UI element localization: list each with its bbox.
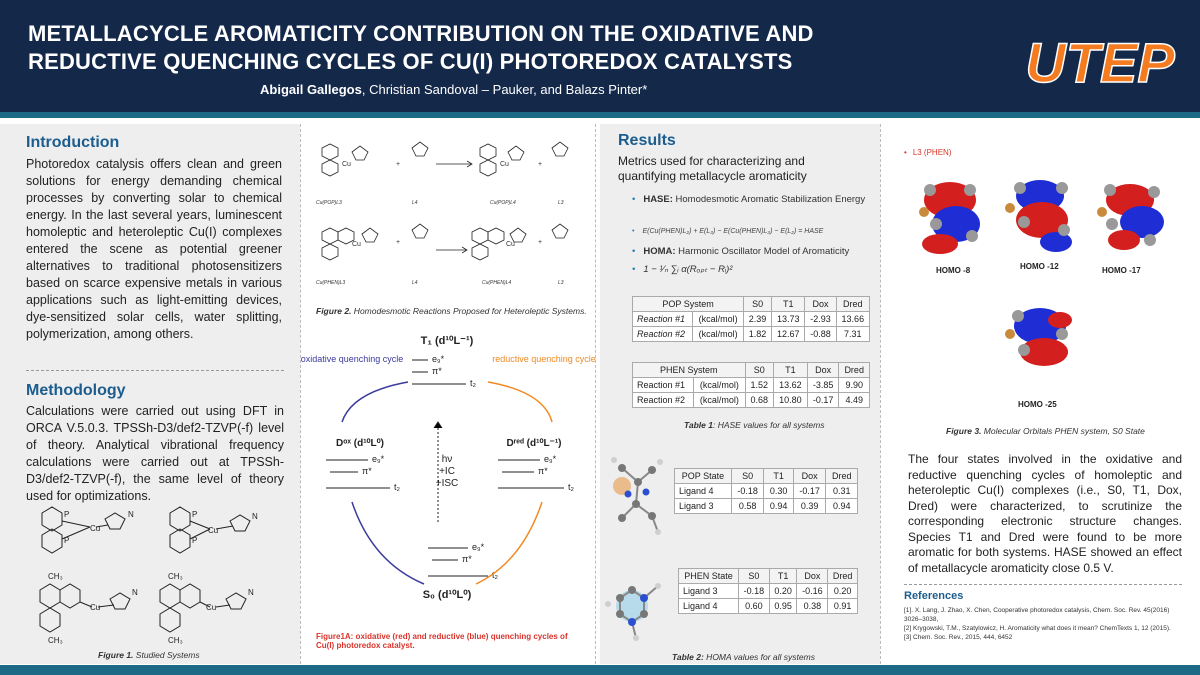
- table-cell: 0.94: [764, 499, 793, 514]
- table-header: Dred: [826, 469, 858, 484]
- hv-label: hν: [441, 454, 453, 465]
- table-cell: 0.95: [769, 599, 797, 614]
- hase-term: HASE:: [643, 194, 673, 205]
- table-header: T1: [769, 569, 797, 584]
- homa-equation: • 1 − ¹⁄ₙ ∑ᵢ α(Rₒₚₜ − Rᵢ)²: [632, 264, 733, 275]
- figure-2-caption: [316, 306, 587, 316]
- table-cell: 0.39: [793, 499, 826, 514]
- table-header: S0: [744, 297, 772, 312]
- figure-3-caption: [946, 426, 1145, 436]
- s0-eg-level: e₉*: [472, 542, 485, 552]
- methodology-heading: Methodology: [26, 382, 126, 399]
- svg-text:N: N: [248, 588, 254, 597]
- table-cell: 12.67: [772, 327, 805, 342]
- co-authors: , Christian Sandoval – Pauker, and Balazs Pinter*: [361, 82, 648, 97]
- pop-system-table: [632, 296, 870, 342]
- table-header: T1: [774, 363, 808, 378]
- results-heading: Results: [618, 132, 676, 149]
- table-header: Dred: [836, 297, 869, 312]
- references-list: [904, 606, 1182, 642]
- table-cell: (kcal/mol): [694, 378, 745, 393]
- table-header: S0: [745, 363, 773, 378]
- t1-pi-level: π*: [432, 366, 442, 376]
- hase-equation-text: E(Cu(PHEN)L₂) + E(L₃) − E(Cu(PHEN)L₃) − E(L₂) = HASE: [642, 228, 824, 235]
- column-divider: [300, 124, 301, 664]
- svg-text:Cu: Cu: [90, 603, 101, 612]
- table-cell: Ligand 4: [679, 599, 739, 614]
- structure-label: L3: [558, 280, 564, 286]
- table-cell: (kcal/mol): [694, 393, 745, 408]
- svg-text:Cu: Cu: [206, 603, 217, 612]
- table-cell: 0.58: [731, 499, 764, 514]
- figure-1-caption: [98, 650, 200, 660]
- table-row: [633, 327, 870, 342]
- homa-definition: Harmonic Oscillator Model of Aromaticity: [675, 246, 850, 257]
- table-cell: 1.82: [744, 327, 772, 342]
- column-divider: [880, 124, 881, 664]
- table-cell: -2.93: [805, 312, 836, 327]
- hase-bullet: • HASE: Homodesmotic Aromatic Stabilization Energy: [632, 194, 866, 205]
- figure-3-label: Figure 3.: [946, 426, 982, 436]
- table-header: Dox: [797, 569, 828, 584]
- orbital-label: HOMO -25: [1018, 400, 1057, 409]
- svg-text:Cu: Cu: [90, 524, 101, 533]
- table-header: S0: [731, 469, 764, 484]
- orbital-label: HOMO -8: [936, 266, 971, 275]
- orbital-label: HOMO -12: [1020, 262, 1059, 271]
- table-cell: 13.62: [774, 378, 808, 393]
- figure-1-label: Figure 1.: [98, 650, 134, 660]
- reference-item: [2] Krygowski, T.M., Szatylowicz, H. Aromaticity what does it mean? ChemTexts 1, 12 (2015).: [904, 625, 1171, 632]
- table-cell: -0.16: [797, 584, 828, 599]
- table-cell: -3.85: [807, 378, 839, 393]
- table-cell: 0.38: [797, 599, 828, 614]
- table-header: T1: [772, 297, 805, 312]
- structure-label: L4: [412, 200, 418, 206]
- table-header: Dred: [839, 363, 870, 378]
- title-line-2: REDUCTIVE QUENCHING CYCLES OF CU(I) PHOTOREDOX CATALYSTS: [28, 49, 793, 74]
- table-cell: 13.66: [836, 312, 869, 327]
- main-author: Abigail Gallegos: [260, 82, 362, 97]
- svg-text:Cu: Cu: [342, 161, 351, 168]
- svg-text:P: P: [192, 536, 198, 545]
- table-row: [679, 599, 858, 614]
- svg-text:Cu: Cu: [506, 241, 515, 248]
- table-cell: (kcal/mol): [693, 312, 744, 327]
- table-header: Dox: [805, 297, 836, 312]
- table-header: POP System: [633, 297, 744, 312]
- svg-text:CH₃: CH₃: [168, 572, 183, 581]
- table-row: [633, 378, 870, 393]
- s0-t2-level: t₂: [492, 570, 498, 580]
- hase-definition: Homodesmotic Aromatic Stabilization Energy: [672, 194, 866, 205]
- table-cell: -0.88: [805, 327, 836, 342]
- structure-label: Cu(PHEN)L4: [482, 280, 512, 286]
- svg-text:Cu: Cu: [500, 161, 509, 168]
- table-row: [675, 484, 858, 499]
- structure-label: Cu(POP)L4: [490, 200, 516, 206]
- s0-state-label: S₀ (d¹⁰L⁰): [422, 589, 472, 601]
- dred-state-label: Dʳᵉᵈ (d¹⁰L⁻¹): [506, 438, 562, 449]
- table-cell: Ligand 3: [675, 499, 732, 514]
- structure-label: L3: [558, 200, 564, 206]
- utep-logo-text: UTEP: [1025, 31, 1175, 94]
- intro-heading: Introduction: [26, 134, 120, 151]
- table-cell: Reaction #2: [633, 327, 693, 342]
- table-cell: 0.91: [828, 599, 858, 614]
- figure-1-text: Studied Systems: [133, 650, 200, 660]
- methodology-text: Calculations were carried out using DFT in ORCA V.5.0.3. TPSSh-D3/def2-TZVP(-f) level of theory. Analytical vibrational frequency calculations were carried out at TPSSh-D3/def2-TZVP(-f), the same level of theory used for optimizations.: [26, 404, 284, 503]
- table-cell: Ligand 3: [679, 584, 739, 599]
- header-stripe: [0, 112, 1200, 118]
- table-row: [633, 393, 870, 408]
- table-cell: 7.31: [836, 327, 869, 342]
- l3-phen-text: L3 (PHEN): [912, 148, 952, 157]
- table-header: Dox: [793, 469, 826, 484]
- dox-eg-level: e₉*: [372, 454, 385, 464]
- svg-text:N: N: [132, 588, 138, 597]
- figure-1-structures: [30, 495, 280, 645]
- s0-pi-level: π*: [462, 554, 472, 564]
- table-cell: 10.80: [774, 393, 808, 408]
- table-cell: 13.73: [772, 312, 805, 327]
- table-row: [679, 584, 858, 599]
- t1-state-label: T₁ (d¹⁰L⁻¹): [420, 335, 474, 347]
- table-cell: 0.30: [764, 484, 793, 499]
- dox-t2-level: t₂: [394, 482, 400, 492]
- table-cell: 2.39: [744, 312, 772, 327]
- table-header: POP State: [675, 469, 732, 484]
- table-1-caption: [684, 420, 824, 430]
- figure-1a-caption: Figure1A: oxidative (red) and reductive (blue) quenching cycles of Cu(I) photoredox catalyst.: [316, 632, 568, 650]
- dred-t2-level: t₂: [568, 482, 574, 492]
- table-cell: 0.60: [739, 599, 770, 614]
- hase-equation: • E(Cu(PHEN)L₂) + E(L₃) − E(Cu(PHEN)L₃) − E(L₂) = HASE: [632, 228, 824, 235]
- intro-text: Photoredox catalysis offers clean and green solutions for energy demanding chemical processes by converting solar to chemical energy. In the last several years, luminescent homoleptic and heteroleptic Cu(I) complexes entered the scene as potential greener alternatives to traditional photosensitizers based on scarce expensive metals in various applications such as light-emitting devices, dye-sensitized solar cells, water splitting, polymerization, among others.: [26, 157, 282, 341]
- homa-term: HOMA:: [643, 246, 676, 257]
- table-cell: 0.20: [769, 584, 797, 599]
- phen-ligand-molecule: [602, 566, 674, 646]
- table-header: PHEN State: [679, 569, 739, 584]
- table-cell: -0.18: [731, 484, 764, 499]
- table-cell: (kcal/mol): [693, 327, 744, 342]
- structure-label: Cu(POP)L3: [316, 200, 342, 206]
- t1-t2-level: t₂: [470, 378, 476, 388]
- table-cell: Reaction #2: [633, 393, 694, 408]
- table-2-text: HOMA values for all systems: [703, 652, 815, 662]
- table-cell: 1.52: [745, 378, 773, 393]
- table-cell: Ligand 4: [675, 484, 732, 499]
- table-1-label: Table 1: [684, 420, 713, 430]
- l3-phen-label: • L3 (PHEN): [904, 148, 952, 157]
- table-2-label: Table 2:: [672, 652, 704, 662]
- conclusion-text: The four states involved in the oxidative and reductive quenching cycles of homoleptic and heteroleptic Cu(I) complexes (i.e., S0, T1, Dox, Dred) were characterized, to scrutinize the corresponding electronic structure changes. Species T1 and Dred were found to be more aromatic for both systems. HASE showed an effect of metallacycle aromaticity close 0.5 V.: [908, 452, 1182, 575]
- column-divider: [595, 124, 596, 664]
- quenching-cycle-diagram: [300, 322, 596, 628]
- table-cell: Reaction #1: [633, 312, 693, 327]
- table-header: Dox: [807, 363, 839, 378]
- footer-bar: [0, 665, 1200, 675]
- reference-item: [3] Chem. Soc. Rev., 2015, 444, 6452: [904, 634, 1013, 641]
- references-heading: References: [904, 590, 964, 602]
- svg-text:CH₃: CH₃: [168, 636, 183, 645]
- structure-label: L4: [412, 280, 418, 286]
- svg-text:+: +: [396, 161, 401, 168]
- table-header: T1: [764, 469, 793, 484]
- svg-text:N: N: [252, 512, 258, 521]
- table-cell: 0.68: [745, 393, 773, 408]
- phen-state-table: [678, 568, 858, 614]
- table-2-caption: [672, 652, 815, 662]
- structure-label: Cu(PHEN)L3: [316, 280, 346, 286]
- title-line-1: METALLACYCLE AROMATICITY CONTRIBUTION ON THE OXIDATIVE AND: [28, 21, 814, 46]
- t1-eg-level: e₉*: [432, 354, 445, 364]
- figure-2-label: Figure 2.: [316, 306, 352, 316]
- isc-label: +ISC: [435, 478, 459, 489]
- table-header: Dred: [828, 569, 858, 584]
- table-cell: 0.31: [826, 484, 858, 499]
- dred-pi-level: π*: [538, 466, 548, 476]
- pop-ligand-molecule: [608, 448, 674, 538]
- reference-item: [1]. X. Lang, J. Zhao, X. Chen, Cooperative photoredox catalysis, Chem. Soc. Rev. 45(2016) 3026–3038,: [904, 607, 1170, 623]
- table-row: [633, 312, 870, 327]
- table-header: S0: [739, 569, 770, 584]
- table-row: [675, 499, 858, 514]
- svg-text:P: P: [64, 510, 70, 519]
- svg-text:P: P: [192, 510, 198, 519]
- ic-label: +IC: [439, 466, 455, 477]
- molecular-orbitals-figure: [910, 160, 1180, 410]
- poster-title: [28, 20, 928, 76]
- oxidative-cycle-label: oxidative quenching cycle: [300, 354, 404, 364]
- results-subheading: Metrics used for characterizing and quantifying metallacycle aromaticity: [618, 154, 807, 183]
- svg-text:Cu: Cu: [352, 241, 361, 248]
- svg-text:N: N: [128, 510, 134, 519]
- svg-text:CH₃: CH₃: [48, 636, 63, 645]
- utep-logo: [1020, 20, 1180, 100]
- reductive-cycle-label: reductive quenching cycle: [492, 354, 596, 364]
- svg-text:Cu: Cu: [208, 526, 219, 535]
- dox-pi-level: π*: [362, 466, 372, 476]
- svg-text:+: +: [396, 239, 401, 246]
- table-cell: 0.94: [826, 499, 858, 514]
- authors: [260, 82, 647, 97]
- homa-bullet: • HOMA: Harmonic Oscillator Model of Aromaticity: [632, 246, 850, 257]
- phen-system-table: [632, 362, 870, 408]
- section-divider: [26, 370, 284, 371]
- orbital-label: HOMO -17: [1102, 266, 1141, 275]
- table-cell: -0.17: [807, 393, 839, 408]
- svg-text:CH₃: CH₃: [48, 572, 63, 581]
- section-divider: [904, 584, 1182, 585]
- svg-text:+: +: [538, 161, 543, 168]
- svg-text:P: P: [64, 536, 70, 545]
- pop-state-table: [674, 468, 858, 514]
- dred-eg-level: e₉*: [544, 454, 557, 464]
- dox-state-label: Dᵒˣ (d¹⁰L⁰): [336, 438, 384, 449]
- table-cell: Reaction #1: [633, 378, 694, 393]
- table-header: PHEN System: [633, 363, 746, 378]
- figure-2-text: Homodesmotic Reactions Proposed for Heteroleptic Systems.: [351, 306, 587, 316]
- table-cell: 0.20: [828, 584, 858, 599]
- table-cell: -0.17: [793, 484, 826, 499]
- table-cell: 9.90: [839, 378, 870, 393]
- table-cell: 4.49: [839, 393, 870, 408]
- figure-3-text: Molecular Orbitals PHEN system, S0 State: [981, 426, 1145, 436]
- homa-equation-text: 1 − ¹⁄ₙ ∑ᵢ α(Rₒₚₜ − Rᵢ)²: [643, 264, 733, 275]
- table-1-text: : HASE values for all systems: [712, 420, 825, 430]
- table-cell: -0.18: [739, 584, 770, 599]
- svg-text:+: +: [538, 239, 543, 246]
- figure-2-reactions: [312, 134, 582, 302]
